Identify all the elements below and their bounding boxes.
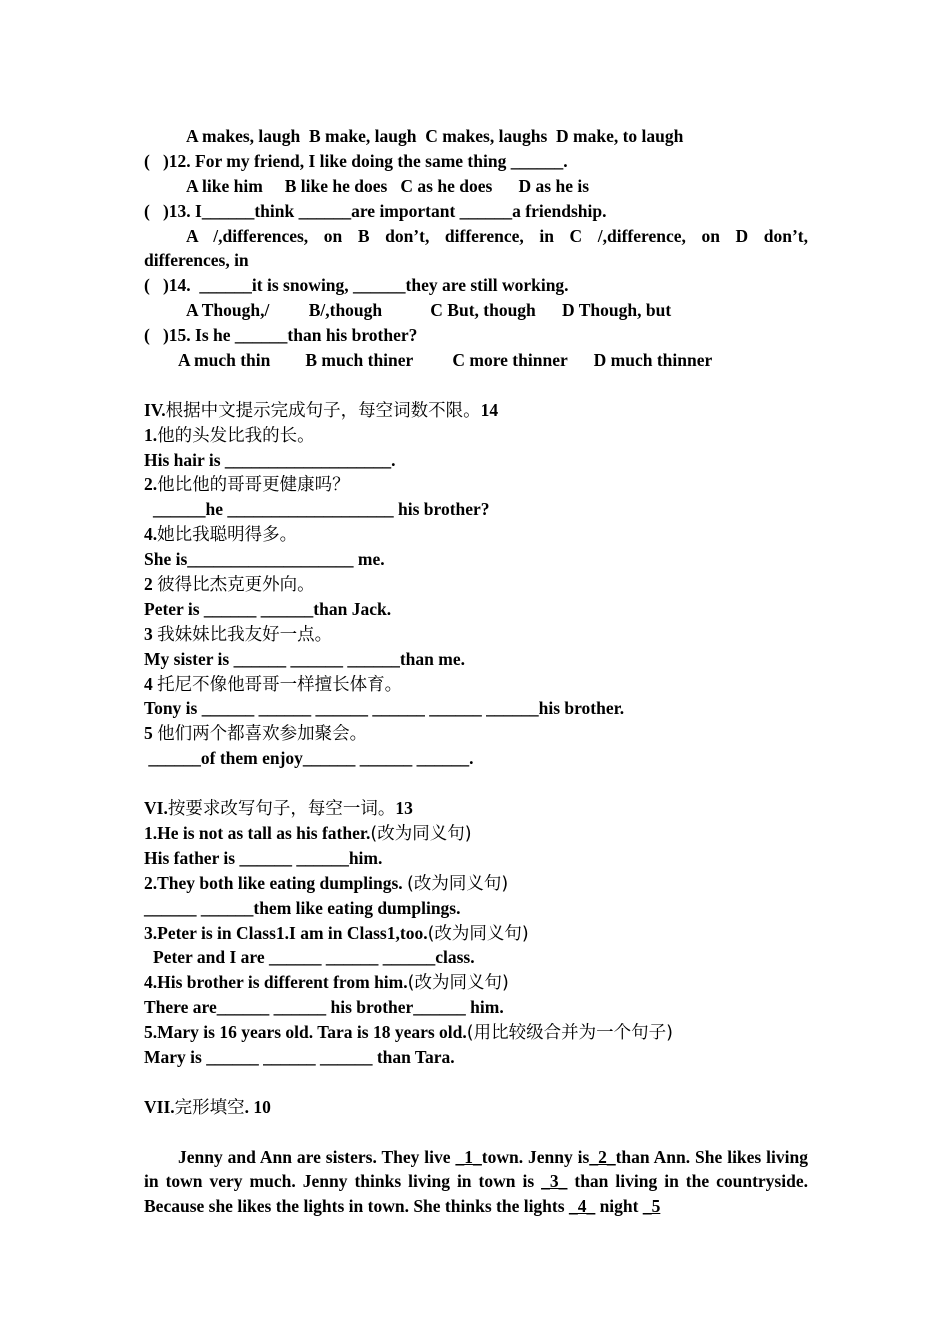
section6-item-stem [144,821,808,846]
spacer [144,1070,808,1095]
q15-options: A much thin B much thiner C more thinner D much thinner [178,350,713,371]
section4-item-cn [144,423,808,448]
section4-heading-cn: 根据中文提示完成句子，每空词数不限。 [165,400,481,421]
q15-stem: ( )15. Is he ______than his brother? [144,325,418,346]
section4-item-cn [144,522,808,547]
item-number: 5 [144,723,158,744]
item-stem: 5.Mary is 16 years old. Tara is 18 years old. [144,1022,467,1043]
section6-heading-cn: 按要求改写句子，每空一词。 [167,799,396,820]
worksheet-page [144,124,808,1219]
cloze-blank-2: _2_ [589,1146,616,1167]
section4-item-en: She is___________________ me. [144,549,385,570]
cloze-blank-4: _4_ [568,1196,596,1217]
item-chinese: 她比我聪明得多。 [157,525,298,546]
item-note: (改为同义句) [407,973,509,994]
passage-text: night [595,1196,643,1217]
item-chinese: 我妹妹比我友好一点。 [157,624,333,645]
item-chinese: 他比他的哥哥更健康吗？ [157,475,350,496]
section4-item-en: My sister is ______ ______ ______than me. [144,648,465,669]
section4-item-cn [144,622,808,647]
section6-heading [144,796,808,821]
section4-item-cn [144,572,808,597]
item-note: (用比较级合并为一个句子) [466,1023,673,1044]
section6-heading-num: 13 [395,798,413,819]
passage-text: Jenny and Ann are sisters. They live [178,1146,456,1167]
section4-item-en: His hair is ___________________. [144,449,396,470]
section4-item-en: Tony is ______ ______ ______ ______ ______ ______his brother. [144,698,625,719]
q11-options: A makes, laugh B make, laugh C makes, laughs D make, to laugh [186,126,684,146]
section4-heading-prefix: IV. [144,399,166,420]
item-number: 3 [144,623,158,644]
section4-heading-num: 14 [480,399,499,420]
q12-options: A like him B like he does C as he does D as he is [186,175,590,196]
item-chinese: 托尼不像他哥哥一样擅长体育。 [157,674,403,695]
spacer [144,373,808,398]
item-number: 2 [144,574,158,595]
section4-item-cn [144,472,808,497]
section6-item-stem [144,970,808,995]
passage-text: than living in the countryside. Because she likes the lights in town. She thinks the lights [144,1171,808,1217]
section6-item-stem [144,1020,808,1045]
item-note: (改为同义句) [407,873,509,894]
item-chinese: 他们两个都喜欢参加聚会。 [157,724,368,745]
item-chinese: 彼得比杰克更外向。 [157,575,315,596]
section6-item-answer: ______ ______them like eating dumplings. [144,897,461,918]
passage-text: town. Jenny is [481,1146,590,1167]
item-number: 1. [144,424,158,445]
section4-item-en: ______of them enjoy______ ______ ______. [144,748,474,769]
section6-item-answer: Peter and I are ______ ______ ______class. [153,947,475,968]
section4-item-en: Peter is ______ ______than Jack. [144,598,392,619]
q13-options-line2: differences, in [144,250,249,271]
spacer [144,771,808,796]
section4-heading [144,398,808,423]
item-note: (改为同义句) [427,923,529,944]
cloze-blank-1: _1_ [455,1146,482,1167]
passage-text: than Ann. She likes living in town very much. Jenny thinks living in town is [144,1146,808,1192]
q14-stem: ( )14. ______it is snowing, ______they are still working. [144,275,569,296]
q13-options-line1: A /,differences, on B don’t, difference, in C /,difference, on D don’t, [186,225,808,246]
section7-heading-cn: 完形填空 [174,1097,245,1118]
item-stem: 2.They both like eating dumplings. [144,872,408,893]
cloze-passage [144,1145,808,1220]
section7-heading [144,1095,808,1120]
section6-item-answer: Mary is ______ ______ ______ than Tara. [144,1046,455,1067]
q14-options: A Though,/ B/,though C But, though D Though, but [186,300,672,321]
item-stem: 3.Peter is in Class1.I am in Class1,too. [144,922,428,943]
item-stem: 4.His brother is different from him. [144,972,408,993]
cloze-blank-5: _5 [642,1196,661,1217]
section6-item-answer: There are______ ______ his brother______ him. [144,997,504,1018]
section6-heading-prefix: VI. [144,798,168,819]
item-stem: 1.He is not as tall as his father. [144,822,371,843]
item-number: 4 [144,673,158,694]
section7-heading-num: . 10 [244,1096,271,1117]
section6-item-answer: His father is ______ ______him. [144,847,383,868]
section6-item-stem [144,921,808,946]
q12-stem: ( )12. For my friend, I like doing the same thing ______. [144,150,568,171]
section4-item-cn [144,721,808,746]
cloze-blank-3: _3_ [541,1171,568,1192]
item-chinese: 他的头发比我的长。 [157,425,315,446]
section6-item-stem [144,871,808,896]
item-number: 2. [144,474,158,495]
item-note: (改为同义句) [370,823,472,844]
section4-item-cn [144,672,808,697]
item-number: 4. [144,524,158,545]
section4-item-en: ______he ___________________ his brother? [153,499,490,520]
spacer [144,1120,808,1145]
q13-stem: ( )13. I______think ______are important ______a friendship. [144,200,607,221]
section7-heading-prefix: VII. [144,1096,175,1117]
